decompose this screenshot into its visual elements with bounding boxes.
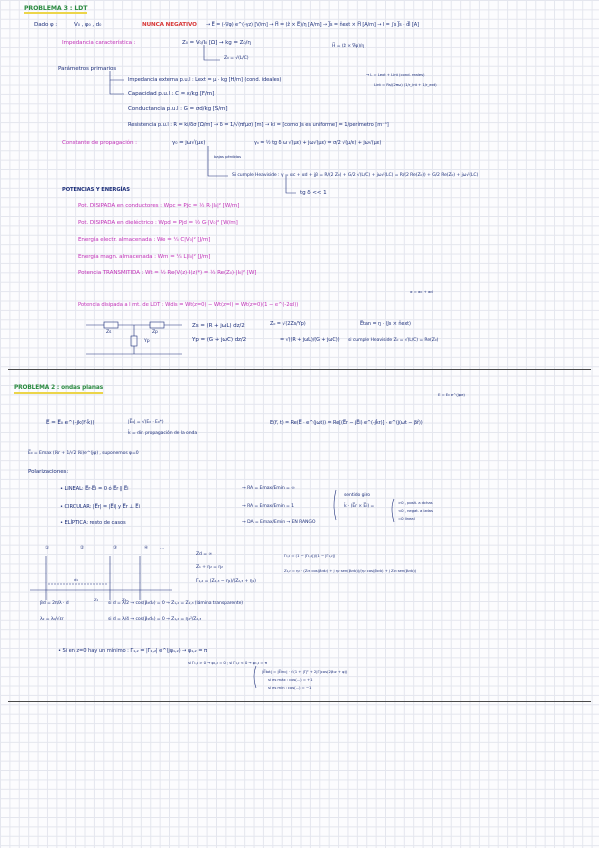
conductancia: Conductancia p.u.l : G = σd/kg [S/m]	[128, 106, 228, 112]
problema2-title: PROBLEMA 2 : ondas planas	[14, 385, 103, 394]
alpha-note: α = αc + αd	[410, 289, 433, 294]
minimo-line-3: |E̅tot| = |E̅inc| · √(1 + |Γ|² + 2|Γ|cos(2β₁z + φ))	[262, 669, 348, 674]
pol-lineal: • LINEAL: E̅r·E̅i = 0 ó E̅r ∥ E̅i	[60, 486, 129, 492]
e-time-expr: E(r̅, t) = Re(E̅ · e^(jωt)) = Re[(E̅r − jE̅i) e^(-jk̂r)] · e^(j(ωt − βr̂))	[270, 420, 423, 426]
yp-expr: Yp = (G + jωC) dz/2	[192, 337, 247, 343]
pol-circular-ra: → RA = Emax/Emin = 1	[242, 504, 294, 509]
constante-expr: γ₀ = jω√(με)	[172, 140, 206, 146]
pot-dielectrico: Pot. DISIPADA en dieléctrico : Wpd = Pjd = ½ G·|V₀|² [W/m]	[78, 220, 238, 226]
zp-circuit-label: Zp	[152, 330, 158, 335]
heaviside-condition: Si cumple Heaviside : γ = αc + αd + jβ = R/(2 Z₀) + G/2 √(L/C) + jω√(LC) = R/(2 Re(Z₀)) + G/2 Re(Z₀) + jω√(LC)	[232, 173, 479, 178]
minimo-brace	[254, 666, 256, 688]
lambda-note-1: βd = 2π/λ · d	[40, 601, 69, 606]
lambda-note-2: si d = λ/2 → cos(β₂d₂) = 0 → Z₁,₂ = Z₂,₃ (lámina transparente)	[108, 601, 243, 606]
giro-positivo: >0 , posit. a dchas	[398, 500, 433, 505]
dado-expr: V₀ , φ₀ , d₀	[74, 22, 102, 28]
dado-result: → E̅ = (-∇φ) e^(-γz) [V/m] → H̅ = (ẑ × E̅)/η [A/m] → J̅s = n̂ext × H̅ [A/m] → I = ∫s J̅s · d̅l [A]	[206, 22, 419, 28]
pol-lineal-ra: → RA = Emax/Emin = ∞	[242, 486, 295, 491]
z0-sqrt: Z₀ = √(L/C)	[224, 56, 249, 61]
segment-z1: Z₁	[94, 597, 99, 602]
segment-z2: Z₂	[122, 597, 127, 602]
lint-note-1: → L = Lext + Lint (cond. reales)	[366, 72, 425, 77]
pot-conductores: Pot. DISIPADA en conductores : Wpc = Pjc = ½ R·|I₀|² [W/m]	[78, 203, 240, 209]
lint-note-2: Lint = Rs/(2πω) (1/r_int + 1/r_ext)	[374, 82, 437, 87]
impedancia-label: Impedancia característica :	[62, 40, 136, 46]
layer-label-4: ④	[144, 546, 149, 551]
minimo-line-4: si es máx : cos(...) = +1	[268, 677, 313, 682]
impedancia-expr: Z₀ = V₀/I₀ [Ω] → kg = Z₀/η	[182, 40, 251, 46]
transmission-line-circuit	[86, 322, 182, 354]
potencia-disipada: Potencia disipada a l mt. de LDT : Wdis = Wt(z=0) − Wt(z=l) = Wt(z=0)(1 − e^(-2αl))	[78, 302, 299, 308]
impedancia-branch-line	[204, 45, 220, 60]
layer-label-1: ①	[45, 546, 50, 551]
resistencia: Resistencia p.u.l : R = ki/δσ [Ω/m] → δ = 1/√(πfμσ) [m] → ki = [como Js es uniforme] = 1/perímetro [m⁻¹]	[128, 122, 389, 128]
pol-circular: • CIRCULAR: |E̅r| = |E̅i| y E̅r ⊥ E̅i	[60, 504, 140, 510]
branch-line-heaviside	[208, 146, 228, 176]
z0-formula-2: = √((R + jωL)/(G + jωC))	[280, 337, 340, 343]
polarization-brace	[334, 490, 336, 520]
e-direction: k̂ = dir. propagación de la onda	[128, 431, 198, 436]
e-field-expr: E̅ = E̅₀ e^(-jk(r̅·k̂))	[46, 420, 95, 426]
e-modulus: |E̅₀| = √(E₀ · E₀*)	[128, 420, 164, 425]
gamma-right-2: Z₁,₂ = η₂ · (Z₂₃ cos(β₂d₂) + j η₂ sen(β₂d₂))/(η₂ cos(β₂d₂) + j Z₂₃ sen(β₂d₂))	[284, 568, 417, 573]
giro-brace	[392, 499, 394, 522]
minimo-line-5: si es mín : cos(...) = −1	[268, 685, 312, 690]
giro-formula: k̂ · (E̅r × E̅i) =	[344, 504, 375, 509]
layered-media-sketch	[30, 556, 172, 600]
potencia-transmitida: Potencia TRANSMITIDA : Wt = ½ Re(V(z)·I(z)*) = ½ Re(Z₀)·|I₀|² [W]	[78, 270, 257, 276]
sentido-giro: sentido giro	[344, 493, 370, 498]
constante-label: Constante de propagación :	[62, 140, 137, 146]
yp-circuit-label: Yp	[144, 339, 150, 344]
minimo-label: • Si en z=0 hay un mínimo : Γ₁,₂ = |Γ₁,₂| e^(jφ₁,₂) → φ₁,₂ = π	[58, 648, 208, 654]
dado-label: Dado φ :	[34, 22, 58, 28]
bajas-perdidas: bajas pérdidas	[214, 154, 242, 159]
pol-eliptica: • ELÍPTICA: resto de casos	[60, 520, 126, 526]
gamma-right-1: Γ₁,₂ = (1 − |Γ₁,₂|)/(1 − |Γ₁,₂|)	[284, 553, 336, 558]
polarizaciones-label: Polarizaciones:	[28, 469, 69, 475]
z0-formula: Z₀ = √(2Zs/Yp)	[270, 321, 306, 327]
branch-line-capacidad	[110, 80, 124, 94]
layer-label-more: ...	[160, 546, 165, 551]
branch-line-tgdelta	[286, 176, 296, 193]
emax-expr: E̅₀ = Emax (ℝr + 1/√2 ℝi)e^(jφ) , suponemos φ=0	[28, 451, 139, 456]
impedancia-externa: Impedancia externa p.u.l : Lext = μ · kg [H/m] (cond. ideales)	[128, 77, 282, 83]
zd-line-1: Zd = ∞	[196, 552, 213, 557]
constante-expr-2: γ₀ = ½ tg δ ω √(με) + jω√(με) = σ/2 √(μ/ε) + jω√(με)	[254, 140, 382, 146]
zs-circuit-label: Zs	[106, 330, 112, 335]
minimo-line-2: si Γ₁,₂ > 0 → φ₁,₂ = 0 ; si Γ₁,₂ < 0 → φ₁,₂ = π	[188, 660, 267, 665]
etan-expr: E̅tan = ŋ · (Js × n̂ext)	[360, 321, 411, 327]
nunca-negativo: NUNCA NEGATIVO	[142, 22, 197, 28]
tg-delta-note: tg δ << 1	[300, 190, 327, 196]
layer-label-3: ③	[113, 546, 118, 551]
potencias-label: POTENCIAS Y ENERGÍAS	[62, 187, 130, 193]
eiej-note: E = E₀ e^(jφe)	[438, 392, 465, 397]
d1-label: d₁	[74, 577, 78, 582]
pol-eliptica-ra: → DA = Emax/Emin → EN RANGO	[242, 520, 316, 525]
zd-line-2: Z₁ + η₂ = η₂	[196, 565, 223, 570]
giro-negativo: <0 , negat. a izdas	[398, 508, 433, 513]
parametros-label: Parámetros primarios	[58, 66, 117, 72]
giro-cero: =0 lineal	[398, 516, 415, 521]
zd-line-3: Γ₁,₂ = (Z₂,₃ − η₁)/(Z₂,₃ + η₁)	[196, 579, 256, 584]
problema3-title: PROBLEMA 3 : LDT	[24, 5, 88, 12]
h-gradient-note: H̅ = (ẑ × ∇φ)/η	[332, 44, 365, 49]
layer-label-2: ②	[80, 546, 85, 551]
si-cumple-heaviside: si cumple Heaviside Z₀ = √(L/C) = Re(Z₀)	[348, 338, 439, 343]
energia-electrica: Energía electr. almacenada : We = ¼ C|V₀|² [J/m]	[78, 237, 211, 243]
lambda-note-3: λ₂ = λ₀/√εr	[40, 617, 64, 622]
zs-expr: Zs = (R + jωL) dz/2	[192, 323, 245, 329]
capacidad: Capacidad p.u.l : C = ε/kg [F/m]	[128, 91, 215, 97]
branch-line-impedancia	[110, 71, 124, 80]
lambda-note-4: si d = λ/4 → cos(β₁d₁) = 0 → Z₁,₂ = η₂²/Z₂,₃	[108, 617, 202, 622]
energia-magnetica: Energía magn. almacenada : Wm = ¼ L|I₀|² [J/m]	[78, 254, 211, 260]
